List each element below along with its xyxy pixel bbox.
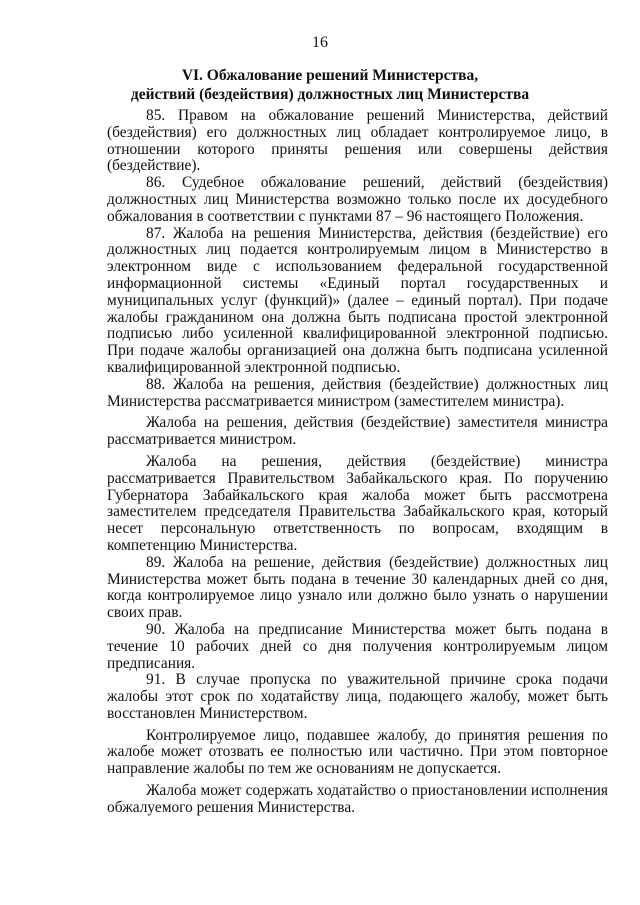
section-heading xyxy=(100,66,560,104)
document-body xyxy=(107,108,608,817)
paragraph-91: 91. В случае пропуска по уважительной причине срока подачи жалобы этот срок по ходатайству лица, подающего жалобу, может быть восстановлен Министерством. xyxy=(107,671,608,722)
page-number: 16 xyxy=(312,34,328,51)
section-heading-line-2: действий (бездействия) должностных лиц Министерства xyxy=(130,86,530,103)
paragraph-91-withdrawal: Контролируемое лицо, подавшее жалобу, до принятия решения по жалобе может отозвать ее полностью или частично. При этом повторное направление жалобы по тем же основаниям не допускается. xyxy=(107,726,608,778)
paragraph-85: 85. Правом на обжалование решений Министерства, действий (бездействия) его должностных лиц обладает контролируемое лицо, в отношении которого приняты решения или совершены действия (бездействие). xyxy=(107,107,608,175)
paragraph-88: 88. Жалоба на решения, действия (бездействие) должностных лиц Министерства рассматривается министром (заместителем министра). xyxy=(107,375,608,410)
paragraph-91-suspension: Жалоба может содержать ходатайство о приостановлении исполнения обжалуемого решения Министерства. xyxy=(107,782,608,816)
paragraph-89: 89. Жалоба на решение, действия (бездействие) должностных лиц Министерства может быть подана в течение 30 календарных дней со дня, когда контролируемое лицо узнало или должно было узнать о нарушении своих прав. xyxy=(107,553,608,622)
paragraph-87: 87. Жалоба на решения Министерства, действия (бездействие) его должностных лиц подается контролируемым лицом в Министерство в электронном виде с использованием федеральной государственной информационной системы «Единый портал государственных и муниципальных услуг (функций)» (далее – единый портал). При подаче жалобы гражданином она должна быть подписана простой электронной подписью либо усиленной квалифицированной электронной подписью. При подаче жалобы организацией она должна быть подписана усиленной квалифицированной электронной подписью. xyxy=(107,224,608,376)
paragraph-86: 86. Судебное обжалование решений, действий (бездействия) должностных лиц Министерства возможно только после их досудебного обжалования в соответствии с пунктами 87 – 96 настоящего Положения. xyxy=(107,174,608,225)
paragraph-88-deputy-minister: Жалоба на решения, действия (бездействие) заместителя министра рассматривается министром. xyxy=(107,414,608,449)
paragraph-88-minister: Жалоба на решения, действия (бездействие) министра рассматривается Правительством Забайкальского края. По поручению Губернатора Забайкальского края жалоба может быть рассмотрена заместителем председателя Правительства Забайкальского края, который несет персональную ответственность по вопросам, входящим в компетенцию Министерства. xyxy=(107,452,608,554)
paragraph-90: 90. Жалоба на предписание Министерства может быть подана в течение 10 рабочих дней со дня получения контролируемым лицом предписания. xyxy=(107,620,608,672)
section-heading-line-1: VI. Обжалование решений Министерства, xyxy=(181,67,479,84)
